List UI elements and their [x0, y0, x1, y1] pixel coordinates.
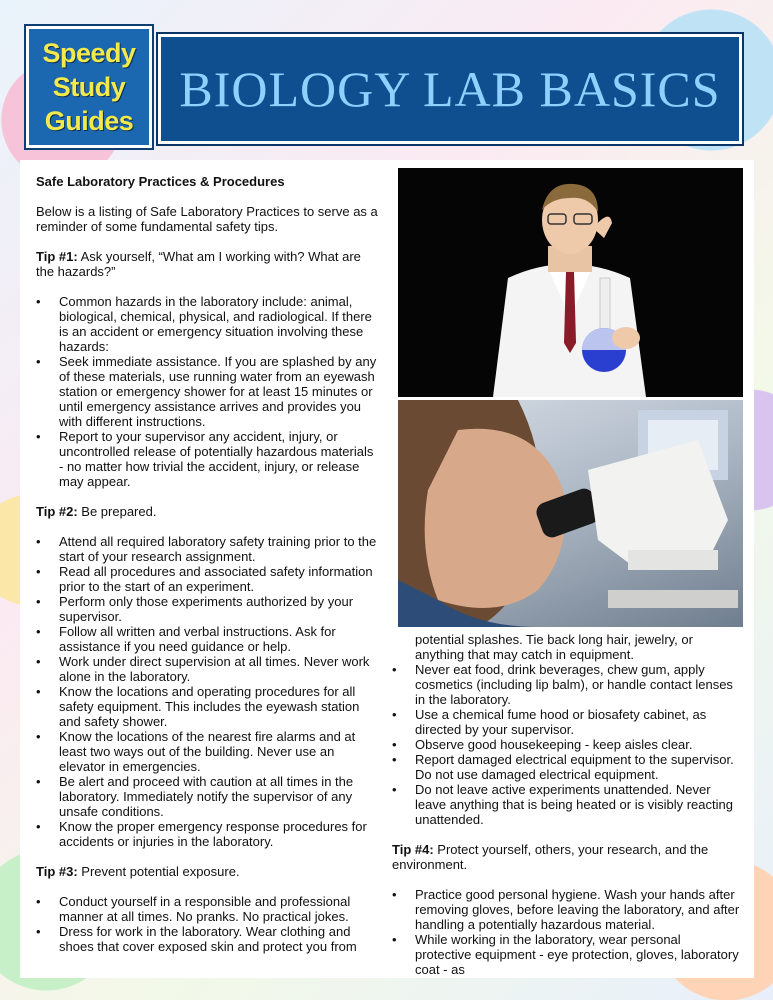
- list-item: • Common hazards in the laboratory include: animal, biological, chemical, physical, and radiological. If there is an accident or emergency situation involving these hazards:: [36, 294, 381, 354]
- tip-3-list-continued: [392, 632, 740, 827]
- list-item: • Know the locations of the nearest fire alarms and at least two ways out of the building. Never use an elevator in emergencies.: [36, 729, 381, 774]
- scientist-illustration: [398, 168, 743, 397]
- list-item: • Never eat food, drink beverages, chew gum, apply cosmetics (including lip balm), or handle contact lenses in the laboratory.: [392, 662, 740, 707]
- tip-4-list: [392, 887, 740, 977]
- list-item: • Work under direct supervision at all times. Never work alone in the laboratory.: [36, 654, 381, 684]
- list-item-continuation: potential splashes. Tie back long hair, jewelry, or anything that may catch in equipment.: [415, 632, 693, 662]
- page-title: BIOLOGY LAB BASICS: [179, 61, 721, 117]
- tip-2-text: Be prepared.: [77, 504, 157, 519]
- right-column: [392, 632, 740, 992]
- microscope-photo: [398, 400, 743, 627]
- list-item: • Observe good housekeeping - keep aisles clear.: [392, 737, 740, 752]
- microscope-illustration: [398, 400, 743, 627]
- tip-2: [36, 504, 381, 519]
- tip-1-text: Ask yourself, “What am I working with? What are the hazards?”: [36, 249, 361, 279]
- list-item: • Follow all written and verbal instructions. Ask for assistance if you need guidance or help.: [36, 624, 381, 654]
- tip-4-label: Tip #4:: [392, 842, 434, 857]
- title-banner: [158, 34, 742, 144]
- list-item: • Report damaged electrical equipment to the supervisor. Do not use damaged electrical equipment.: [392, 752, 740, 782]
- tip-1: [36, 249, 381, 279]
- scientist-with-flask-photo: [398, 168, 743, 397]
- list-item: • Dress for work in the laboratory. Wear clothing and shoes that cover exposed skin and protect you from: [36, 924, 381, 954]
- tip-4: [392, 842, 740, 872]
- tip-3-list: [36, 894, 381, 954]
- list-item: • Report to your supervisor any accident, injury, or uncontrolled release of potentially hazardous materials - no matter how trivial the accident, injury, or release may appear.: [36, 429, 381, 489]
- content-panel: [20, 160, 754, 978]
- list-item: • While working in the laboratory, wear personal protective equipment - eye protection, gloves, laboratory coat - as: [392, 932, 740, 977]
- tip-3-label: Tip #3:: [36, 864, 78, 879]
- list-item: • Be alert and proceed with caution at all times in the laboratory. Immediately notify the supervisor of any unsafe conditions.: [36, 774, 381, 819]
- list-item: • Practice good personal hygiene. Wash your hands after removing gloves, before leaving the laboratory, and after handling a potentially hazardous material.: [392, 887, 740, 932]
- left-column: [36, 174, 381, 969]
- logo-line-2: Study: [52, 72, 126, 102]
- list-item: • Read all procedures and associated safety information prior to the start of an experiment.: [36, 564, 381, 594]
- tip-4-text: Protect yourself, others, your research, and the environment.: [392, 842, 709, 872]
- tip-2-list: [36, 534, 381, 849]
- list-item: • Conduct yourself in a responsible and professional manner at all times. No pranks. No practical jokes.: [36, 894, 381, 924]
- tip-1-list: [36, 294, 381, 489]
- intro-paragraph: Below is a listing of Safe Laboratory Practices to serve as a reminder of some fundamental safety tips.: [36, 204, 378, 234]
- list-item: • Attend all required laboratory safety training prior to the start of your research assignment.: [36, 534, 381, 564]
- logo-line-3: Guides: [44, 106, 134, 136]
- speedy-study-guides-logo: [26, 26, 152, 148]
- tip-3-text: Prevent potential exposure.: [77, 864, 240, 879]
- list-item: • Use a chemical fume hood or biosafety cabinet, as directed by your supervisor.: [392, 707, 740, 737]
- section-heading: Safe Laboratory Practices & Procedures: [36, 174, 285, 189]
- list-item: • Know the proper emergency response procedures for accidents or injuries in the laboratory.: [36, 819, 381, 849]
- logo-line-1: Speedy: [42, 38, 136, 68]
- list-item: • Perform only those experiments authorized by your supervisor.: [36, 594, 381, 624]
- tip-1-label: Tip #1:: [36, 249, 78, 264]
- tip-2-label: Tip #2:: [36, 504, 78, 519]
- list-item: • Do not leave active experiments unattended. Never leave anything that is being heated or is visibly reacting unattended.: [392, 782, 740, 827]
- list-item: • Seek immediate assistance. If you are splashed by any of these materials, use running water from an eyewash station or emergency shower for at least 15 minutes or until emergency assistance arrives and provides you with different instructions.: [36, 354, 381, 429]
- tip-3: [36, 864, 381, 879]
- list-item: • Know the locations and operating procedures for all safety equipment. This includes the eyewash station and safety shower.: [36, 684, 381, 729]
